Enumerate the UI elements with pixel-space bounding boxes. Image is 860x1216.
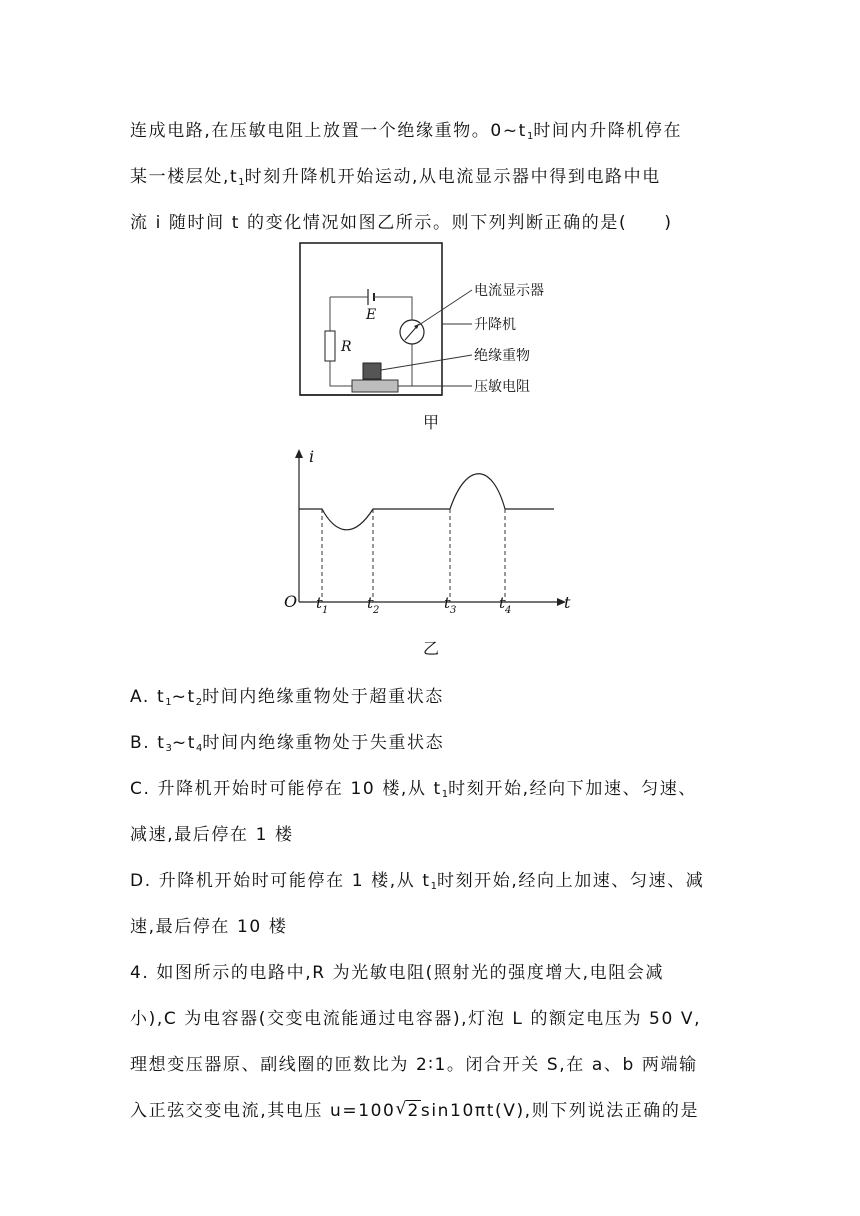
label-R: R [341, 339, 352, 355]
option-d-cont: 速,最后停在 10 楼 [130, 917, 288, 937]
pressure-resistor [352, 380, 398, 392]
figure-jia-circuit [290, 240, 590, 410]
q4-line-4: 入正弦交变电流,其电压 u=100√ 2sin10πt(V),则下列说法正确的是 [130, 1096, 699, 1121]
axis-label-i: i [309, 447, 315, 466]
tick-t4: $t_4$ [499, 594, 512, 616]
option-a: A. $t_1\sim t_2$时间内绝缘重物处于超重状态 [130, 687, 444, 708]
option-b: B. $t_3\sim t_4$时间内绝缘重物处于失重状态 [130, 733, 445, 754]
intro-line-3: 流 i 随时间 t 的变化情况如图乙所示。则下列判断正确的是( ) [130, 213, 673, 233]
q4-line-3: 理想变压器原、副线圈的匝数比为 2∶1。闭合开关 S,在 a、b 两端输 [130, 1055, 698, 1075]
insulating-weight [363, 363, 381, 379]
callout-elevator: 升降机 [474, 317, 516, 333]
tick-t1: $t_1$ [316, 594, 329, 616]
option-c: C. 升降机开始时可能停在 10 楼,从 $t_1$时刻开始,经向下加速、匀速、 [130, 779, 697, 800]
caption-yi: 乙 [423, 639, 440, 658]
q4-line-2: 小),C 为电容器(交变电流能通过电容器),灯泡 L 的额定电压为 50 V, [130, 1009, 702, 1029]
caption-jia: 甲 [423, 413, 440, 432]
current-curve [299, 474, 554, 530]
callout-meter: 电流显示器 [474, 283, 544, 299]
callout-resistor: 压敏电阻 [474, 379, 530, 395]
intro-line-2: 某一楼层处$,t_1$时刻升降机开始运动,从电流显示器中得到电路中电 [130, 167, 661, 188]
option-c-cont: 减速,最后停在 1 楼 [130, 825, 294, 845]
option-d: D. 升降机开始时可能停在 1 楼,从 $t_1$时刻开始,经向上加速、匀速、减 [130, 871, 705, 892]
sqrt-symbol: √ 2 [397, 1101, 420, 1121]
callout-weight: 绝缘重物 [474, 348, 530, 364]
tick-t2: $t_2$ [367, 594, 380, 616]
origin-label: O [284, 592, 298, 611]
intro-line-1: 连成电路,在压敏电阻上放置一个绝缘重物。$0\sim t_1$时间内升降机停在 [130, 121, 683, 142]
tick-t3: $t_3$ [444, 594, 457, 616]
wire-top-right [382, 297, 412, 320]
wire-left-bottom [330, 361, 352, 386]
figure-yi-graph [282, 447, 592, 622]
axis-label-t: t [564, 593, 571, 612]
resistor-R [325, 331, 335, 361]
q4-line-1: 4. 如图所示的电路中,R 为光敏电阻(照射光的强度增大,电阻会减 [130, 963, 665, 983]
label-E: E [366, 307, 377, 323]
